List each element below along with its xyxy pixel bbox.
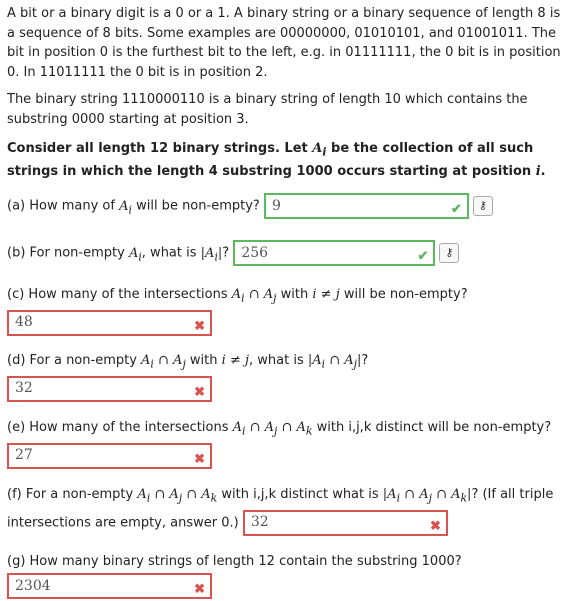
cross-icon: ✖ [194, 384, 205, 400]
cross-icon: ✖ [194, 451, 205, 467]
intro-paragraph-1: A bit or a binary digit is a 0 or a 1. A binary string or a binary sequence of length 8 is a sequence of 8 bits. Some examples are 00000000, 01010101, and 01001011. The bit in position 0 is the furthest bit to the left, e.g. in 01111111, the 0 bit is in position 0. In 11011111 the 0 bit is in position 2. [7, 6, 561, 80]
question-c: (c) How many of the intersections $A_i$ ∩ $A_j$ with i ≠ j will be non-empty? 48 ✖ [7, 283, 563, 336]
question-e: (e) How many of the intersections $A_i$ ∩ $A_j$ ∩ $A_k$ with i,j,k distinct will be non-empty? 27 ✖ [7, 416, 563, 469]
answer-f-input[interactable]: 32 ✖ [243, 510, 448, 536]
intro-paragraph-2: The binary string 1110000110 is a binary string of length 10 which contains the substring 0000 starting at position 3. [7, 92, 528, 127]
question-b: (b) For non-empty $A_i$, what is $|A_i|$? 256 ✔ ⚷ [7, 240, 563, 268]
question-d: (d) For a non-empty $A_i$ ∩ $A_j$ with i ≠ j, what is $|A_i$ ∩ $A_j|$? 32 ✖ [7, 349, 563, 402]
answer-d-input[interactable]: 32 ✖ [7, 376, 212, 402]
answer-g-input[interactable]: 2304 ✖ [7, 573, 212, 599]
question-f: (f) For a non-empty $A_i$ ∩ $A_j$ ∩ $A_k$ with i,j,k distinct what is $|A_i$ ∩ $A_j$ ∩ $A_k|$? (If all triple intersections are empty, answer 0.) 32 ✖ [7, 483, 563, 536]
answer-c-input[interactable]: 48 ✖ [7, 310, 212, 336]
cross-icon: ✖ [429, 518, 441, 534]
answer-e-input[interactable]: 27 ✖ [7, 443, 212, 469]
check-icon: ✔ [451, 202, 462, 217]
intro-paragraph-3: Consider all length 12 binary strings. Let $A_i$ be the collection of all such strings in which the length 4 substring 1000 occurs starting at position i. [7, 141, 546, 180]
question-g: (g) How many binary strings of length 12 contain the substring 1000? 2304 ✖ [7, 550, 563, 599]
cross-icon: ✖ [194, 318, 205, 334]
check-icon: ✔ [417, 249, 429, 264]
answer-b-input[interactable]: 256 ✔ [233, 240, 435, 266]
answer-a-input[interactable]: 9 ✔ [264, 193, 469, 219]
cross-icon: ✖ [194, 582, 205, 597]
question-a: (a) How many of $A_i$ will be non-empty? 9 ✔ ⚷ [7, 193, 563, 221]
key-icon[interactable]: ⚷ [473, 196, 493, 216]
key-icon[interactable]: ⚷ [439, 243, 459, 263]
